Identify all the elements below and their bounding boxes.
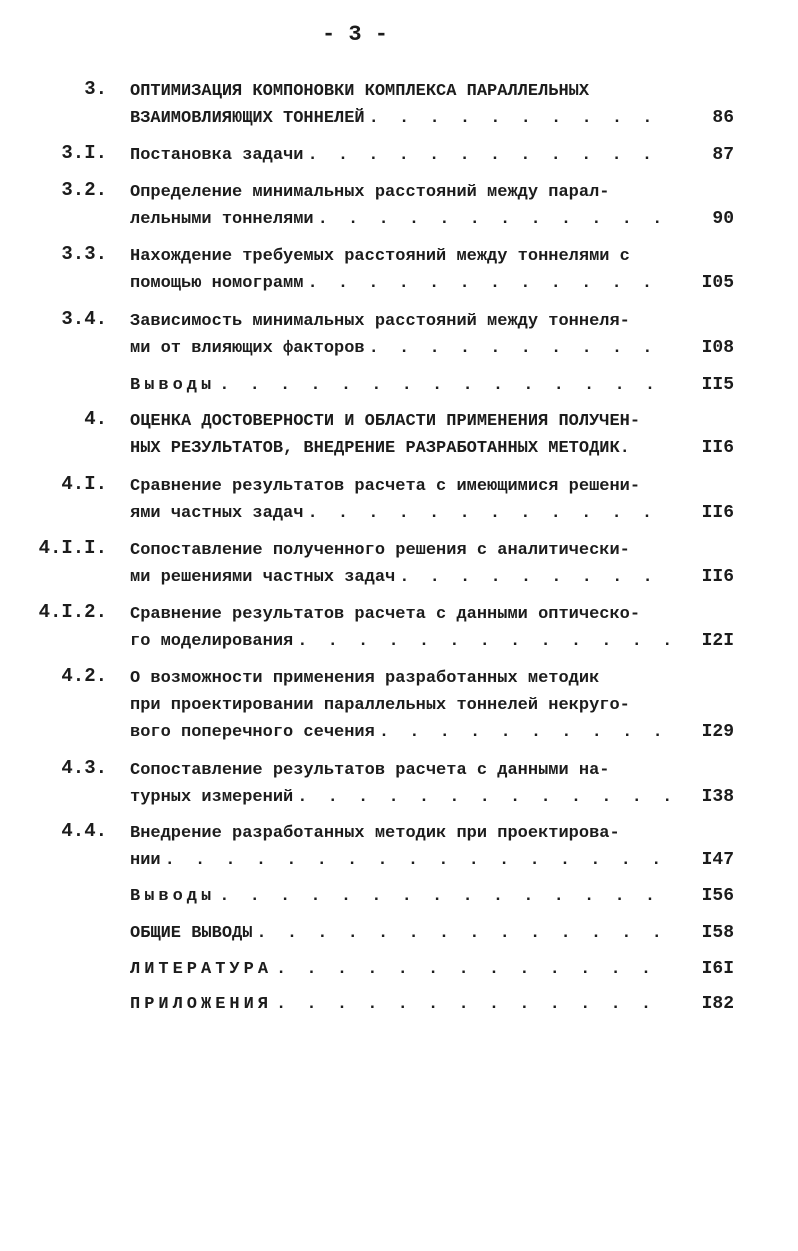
- toc-entry-number: 4.4.: [61, 820, 107, 842]
- leader-dots: [215, 372, 675, 399]
- leader-dots: [272, 956, 675, 983]
- toc-entry-title: [130, 308, 675, 362]
- leader-dots: [272, 991, 675, 1018]
- leader-dots: [303, 142, 675, 169]
- toc-entry-title: [130, 991, 675, 1018]
- toc-entry-page: II5: [701, 375, 734, 395]
- toc-entry-number: 4.3.: [61, 757, 107, 779]
- toc-entry-page: I38: [701, 787, 734, 807]
- toc-entry-line: Выводы . . .: [130, 372, 675, 399]
- toc-entry-line: ями частных задач . . .: [130, 500, 675, 527]
- toc-entry-line: ОБЩИЕ ВЫВОДЫ . . .: [130, 920, 675, 947]
- toc-entry-number: 3.2.: [61, 179, 107, 201]
- toc-entry-line: Сравнение результатов расчета с данными оптическо-: [130, 605, 641, 624]
- toc-entry-number: 4.I.I.: [38, 537, 107, 559]
- toc-entry-title: [130, 142, 675, 169]
- toc-entry-number: 4.I.2.: [38, 601, 107, 623]
- toc-entry-line: нии . . .: [130, 847, 675, 874]
- toc-entry-title: [130, 956, 675, 983]
- toc-entry-line: го моделирования . . .: [130, 628, 675, 655]
- toc-entry-title: [130, 883, 675, 910]
- toc-entry-title: [130, 372, 675, 399]
- leader-dots: [293, 628, 675, 655]
- toc-entry-page: II6: [701, 503, 734, 523]
- toc-entry-line: ми решениями частных задач . . .: [130, 564, 675, 591]
- toc-entry-title: [130, 537, 675, 591]
- toc-entry-title: [130, 473, 675, 527]
- leader-dots: [161, 847, 675, 874]
- toc-entry-line: Выводы . . .: [130, 883, 675, 910]
- toc-entry-line: Определение минимальных расстояний между парал-: [130, 183, 610, 202]
- toc-entry-line: Постановка задачи . . .: [130, 142, 675, 169]
- toc-entry-line: ОЦЕНКА ДОСТОВЕРНОСТИ И ОБЛАСТИ ПРИМЕНЕНИЯ ПОЛУЧЕН-: [130, 412, 641, 431]
- toc-entry-title: [130, 408, 675, 462]
- toc-entry-page: I58: [701, 923, 734, 943]
- page-number: - 3 -: [321, 22, 388, 47]
- toc-entry-number: 3.: [84, 78, 107, 100]
- toc-entry-page: I47: [701, 850, 734, 870]
- toc-entry-line: Сопоставление полученного решения с аналитически-: [130, 541, 630, 560]
- toc-entry-number: 3.3.: [61, 243, 107, 265]
- toc-entry-line: ПРИЛОЖЕНИЯ . . .: [130, 991, 675, 1018]
- toc-entry-line: О возможности применения разработанных методик: [130, 669, 600, 688]
- toc-entry-title: [130, 665, 675, 746]
- toc-entry-number: 3.4.: [61, 308, 107, 330]
- toc-entry-title: [130, 757, 675, 811]
- toc-entry-line: помощью номограмм . . .: [130, 270, 675, 297]
- leader-dots: [365, 105, 675, 132]
- toc-entry-line: ВЗАИМОВЛИЯЮЩИХ ТОННЕЛЕЙ . . .: [130, 105, 675, 132]
- toc-entry-line: Сравнение результатов расчета с имеющимися решени-: [130, 477, 641, 496]
- toc-entry-title: [130, 820, 675, 874]
- toc-entry-line: ОПТИМИЗАЦИЯ КОМПОНОВКИ КОМПЛЕКСА ПАРАЛЛЕЛЬНЫХ: [130, 82, 590, 101]
- toc-entry-line: при проектировании параллельных тоннелей некруго-: [130, 696, 630, 715]
- toc-entry-line: вого поперечного сечения . . .: [130, 719, 675, 746]
- leader-dots: [293, 784, 675, 811]
- leader-dots: [303, 270, 675, 297]
- leader-dots: [215, 883, 675, 910]
- toc-entry-page: II6: [701, 567, 734, 587]
- toc-entry-page: I56: [701, 886, 734, 906]
- leader-dots: [314, 206, 675, 233]
- toc-entry-line: Нахождение требуемых расстояний между тоннелями с: [130, 247, 630, 266]
- leader-dots: [365, 335, 675, 362]
- toc-entry-line: НЫХ РЕЗУЛЬТАТОВ, ВНЕДРЕНИЕ РАЗРАБОТАННЫХ МЕТОДИК.: [130, 439, 630, 458]
- toc-entry-line: Зависимость минимальных расстояний между тоннеля-: [130, 312, 630, 331]
- toc-entry-line: турных измерений . . .: [130, 784, 675, 811]
- toc-entry-page: 86: [712, 108, 734, 128]
- toc-entry-number: 4.I.: [61, 473, 107, 495]
- toc-entry-page: I2I: [701, 631, 734, 651]
- leader-dots: [252, 920, 675, 947]
- toc-entry-page: I08: [701, 338, 734, 358]
- toc-entry-page: II6: [701, 438, 734, 458]
- toc-entry-line: Сопоставление результатов расчета с данными на-: [130, 761, 610, 780]
- toc-entry-page: I82: [701, 994, 734, 1014]
- toc-entry-number: 3.I.: [61, 142, 107, 164]
- leader-dots: [303, 500, 675, 527]
- toc-entry-title: [130, 243, 675, 297]
- toc-entry-page: I6I: [701, 959, 734, 979]
- toc-entry-line: Внедрение разработанных методик при проектирова-: [130, 824, 620, 843]
- toc-entry-page: I05: [701, 273, 734, 293]
- toc-entry-line: лельными тоннелями . . .: [130, 206, 675, 233]
- toc-entry-page: 87: [712, 145, 734, 165]
- toc-entry-page: I29: [701, 722, 734, 742]
- toc-entry-line: ЛИТЕРАТУРА . . .: [130, 956, 675, 983]
- toc-entry-title: [130, 601, 675, 655]
- toc-entry-line: ми от влияющих факторов . . .: [130, 335, 675, 362]
- toc-entry-title: [130, 78, 675, 132]
- leader-dots: [375, 719, 675, 746]
- leader-dots: [395, 564, 675, 591]
- toc-entry-title: [130, 920, 675, 947]
- toc-entry-title: [130, 179, 675, 233]
- toc-entry-number: 4.: [84, 408, 107, 430]
- toc-entry-page: 90: [712, 209, 734, 229]
- toc-entry-number: 4.2.: [61, 665, 107, 687]
